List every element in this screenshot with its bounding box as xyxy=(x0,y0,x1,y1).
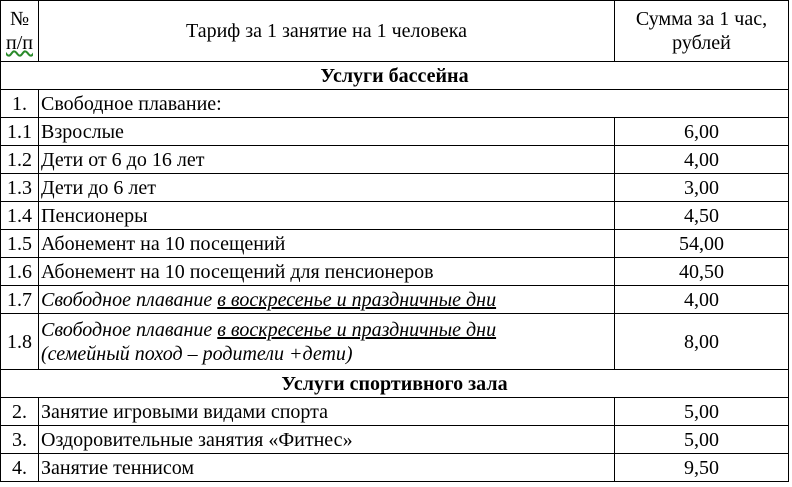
header-price-line1: Сумма за 1 час, xyxy=(635,8,768,30)
row-num: 2. xyxy=(1,398,39,426)
row-name: Занятие теннисом xyxy=(39,454,615,482)
row-name-line2: (семейный поход – родители +дети) xyxy=(41,342,353,365)
table-row xyxy=(1,90,789,118)
row-name: Абонемент на 10 посещений xyxy=(39,230,615,258)
row-price: 3,00 xyxy=(615,174,789,202)
row-num: 1.7 xyxy=(1,286,39,314)
row-name-underlined: в воскресенье и праздничные дни xyxy=(217,318,497,341)
table-row xyxy=(1,398,789,426)
row-name-plain: Свободное плавание xyxy=(41,288,218,311)
row-name: Абонемент на 10 посещений для пенсионеров xyxy=(39,258,615,286)
header-num-cell xyxy=(1,1,39,62)
header-tariff-cell: Тариф за 1 занятие на 1 человека xyxy=(39,1,615,62)
row-num: 3. xyxy=(1,426,39,454)
row-num: 1.3 xyxy=(1,174,39,202)
header-num-symbol: № xyxy=(9,8,30,30)
row-num: 1.1 xyxy=(1,118,39,146)
header-price-line2: рублей xyxy=(672,32,731,54)
row-num: 1. xyxy=(1,90,39,118)
table-row xyxy=(1,174,789,202)
table-row xyxy=(1,118,789,146)
table-row xyxy=(1,314,789,370)
section-title-gym: Услуги спортивного зала xyxy=(1,370,789,398)
table-row xyxy=(1,454,789,482)
table-header-row xyxy=(1,1,789,62)
row-name-plain: Свободное плавание xyxy=(41,318,218,341)
row-num: 4. xyxy=(1,454,39,482)
table-row xyxy=(1,146,789,174)
row-name: Взрослые xyxy=(39,118,615,146)
row-price: 9,50 xyxy=(615,454,789,482)
table-row xyxy=(1,230,789,258)
row-name xyxy=(39,286,615,314)
row-price: 8,00 xyxy=(615,314,789,370)
row-name: Свободное плавание: xyxy=(39,90,789,118)
header-price-cell xyxy=(615,1,789,62)
row-name: Дети до 6 лет xyxy=(39,174,615,202)
row-price: 4,50 xyxy=(615,202,789,230)
section-row-gym xyxy=(1,370,789,398)
row-name xyxy=(39,314,615,370)
row-price: 5,00 xyxy=(615,426,789,454)
section-title-pool: Услуги бассейна xyxy=(1,62,789,90)
row-name: Занятие игровыми видами спорта xyxy=(39,398,615,426)
row-name: Дети от 6 до 16 лет xyxy=(39,146,615,174)
table-row xyxy=(1,286,789,314)
table-row xyxy=(1,202,789,230)
table-row xyxy=(1,258,789,286)
header-num-abbrev: п/п xyxy=(6,32,33,54)
row-name-underlined: в воскресенье и праздничные дни xyxy=(217,288,497,311)
row-num: 1.5 xyxy=(1,230,39,258)
row-price: 6,00 xyxy=(615,118,789,146)
row-price: 40,50 xyxy=(615,258,789,286)
row-num: 1.2 xyxy=(1,146,39,174)
row-name: Оздоровительные занятия «Фитнес» xyxy=(39,426,615,454)
row-price: 54,00 xyxy=(615,230,789,258)
row-name: Пенсионеры xyxy=(39,202,615,230)
table-row xyxy=(1,426,789,454)
row-price: 5,00 xyxy=(615,398,789,426)
section-row-pool xyxy=(1,62,789,90)
row-price: 4,00 xyxy=(615,146,789,174)
row-num: 1.4 xyxy=(1,202,39,230)
row-num: 1.6 xyxy=(1,258,39,286)
row-price: 4,00 xyxy=(615,286,789,314)
row-num: 1.8 xyxy=(1,314,39,370)
